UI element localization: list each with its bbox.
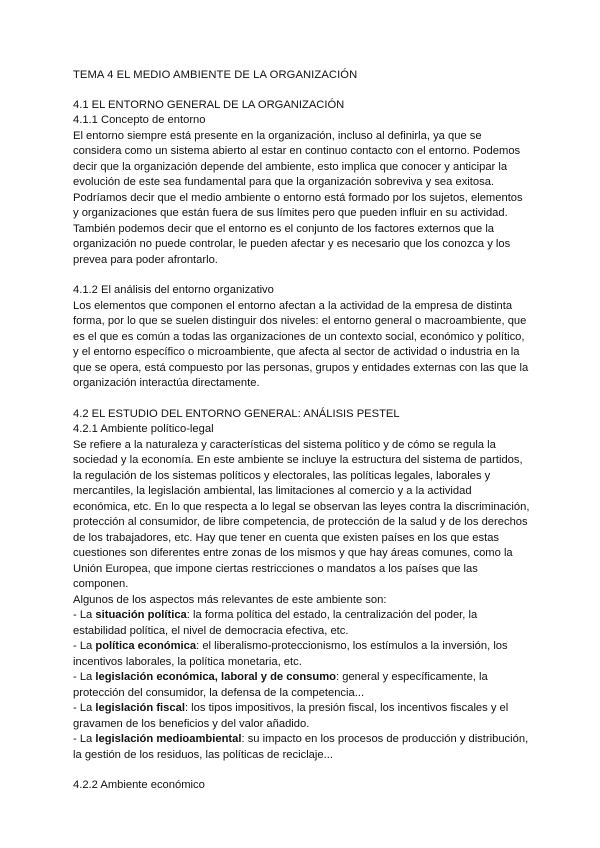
bullet-text: : general y específicamente, la protección del consumidor, la defensa de la competencia... [73, 671, 488, 699]
bullet-text: : su impacto en los procesos de producción y distribución, la gestión de los residuos, las políticas de reciclaje... [73, 733, 529, 761]
bullet-term: legislación económica, laboral y de consumo [95, 671, 336, 683]
list-item [73, 732, 530, 763]
list-item [73, 639, 530, 670]
bullet-prefix: - La [73, 671, 96, 683]
bullet-prefix: - La [73, 609, 96, 621]
paragraph-analisis-entorno: Los elementos que componen el entorno afectan a la actividad de la empresa de distinta forma, por lo que se suelen distinguir dos niveles: el entorno general o macroambiente, que es el que es común a todas las organizaciones de un contexto social, económico y político, y el entorno específico o microambiente, que afecta al sector de actividad o industria en la que se opera, está compuesto por las personas, grupos y entidades externas con las que la organización interactúa directamente. [73, 299, 529, 389]
subsection-heading-4-2-2: 4.2.2 Ambiente económico [73, 779, 205, 791]
spacer [73, 392, 530, 407]
bullet-term: política económica [95, 640, 197, 652]
paragraph-ambiente-politico-legal: Se refiere a la naturaleza y características del sistema político y de cómo se regula la sociedad y la economía. En este ambiente se incluye la estructura del sistema de partidos, la regulación de los sistemas políticos y electorales, las políticas legales, laborales y mercantiles, la legislación ambiental, las limitaciones al comercio y a la actividad económica, etc. En lo que respecta a lo legal se observan las leyes contra la discriminación, protección al consumidor, de libre competencia, de protección de la salud y de los derechos de los trabajadores, etc. Hay que tener en cuenta que existen países en los que estas cuestiones son diferentes entre zonas de los mismos y que hay áreas comunes, como la Unión Europea, que impone ciertas restricciones o mandatos a los países que las componen. [73, 438, 530, 590]
bullet-prefix: - La [73, 640, 96, 652]
bullet-term: legislación medioambiental [95, 733, 242, 745]
subsection-heading-4-2-1: 4.2.1 Ambiente político-legal [73, 423, 214, 435]
bullet-term: situación política [95, 609, 187, 621]
document-title: TEMA 4 EL MEDIO AMBIENTE DE LA ORGANIZACIÓN [73, 69, 358, 81]
spacer [73, 763, 530, 778]
bullet-prefix: - La [73, 702, 96, 714]
bullet-prefix: - La [73, 733, 96, 745]
subsection-heading-4-1-2: 4.1.2 El análisis del entorno organizativo [73, 284, 274, 296]
list-item [73, 670, 530, 701]
bullet-text: : el liberalismo-proteccionismo, los estímulos a la inversión, los incentivos laborales, la política monetaria, etc. [73, 640, 508, 668]
paragraph-aspectos-intro: Algunos de los aspectos más relevantes de este ambiente son: [73, 593, 387, 606]
section-heading-4-2: 4.2 EL ESTUDIO DEL ENTORNO GENERAL: ANÁLISIS PESTEL [73, 407, 400, 420]
list-item [73, 608, 530, 639]
bullet-text: : la forma política del estado, la centralización del poder, la estabilidad política, el nivel de democracia efectiva, etc. [73, 609, 478, 637]
bullet-term: legislación fiscal [95, 702, 185, 714]
paragraph-concepto-entorno: El entorno siempre está presente en la organización, incluso al definirla, ya que se considera como un sistema abierto al estar en continuo contacto con el entorno. Podemos decir que la organización depende del ambiente, esto implica que conocer y anticipar la evolución de este sea fundamental para que la organización sobreviva y sea exitosa. Podríamos decir que el medio ambiente o entorno está formado por los sujetos, elementos y organizaciones que están fuera de sus límites pero que pueden influir en su actividad. También podemos decir que el entorno es el conjunto de los factores externos que la organización no puede controlar, le pueden afectar y es necesario que los conozca y los prevea para poder afrontarlo. [73, 129, 523, 266]
spacer [73, 268, 530, 283]
section-heading-4-1: 4.1 EL ENTORNO GENERAL DE LA ORGANIZACIÓN [73, 98, 345, 111]
list-item [73, 701, 530, 732]
bullet-text: : los tipos impositivos, la presión fiscal, los incentivos fiscales y el gravamen de los beneficios y del valor añadido. [73, 702, 509, 730]
subsection-heading-4-1-1: 4.1.1 Concepto de entorno [73, 114, 206, 126]
